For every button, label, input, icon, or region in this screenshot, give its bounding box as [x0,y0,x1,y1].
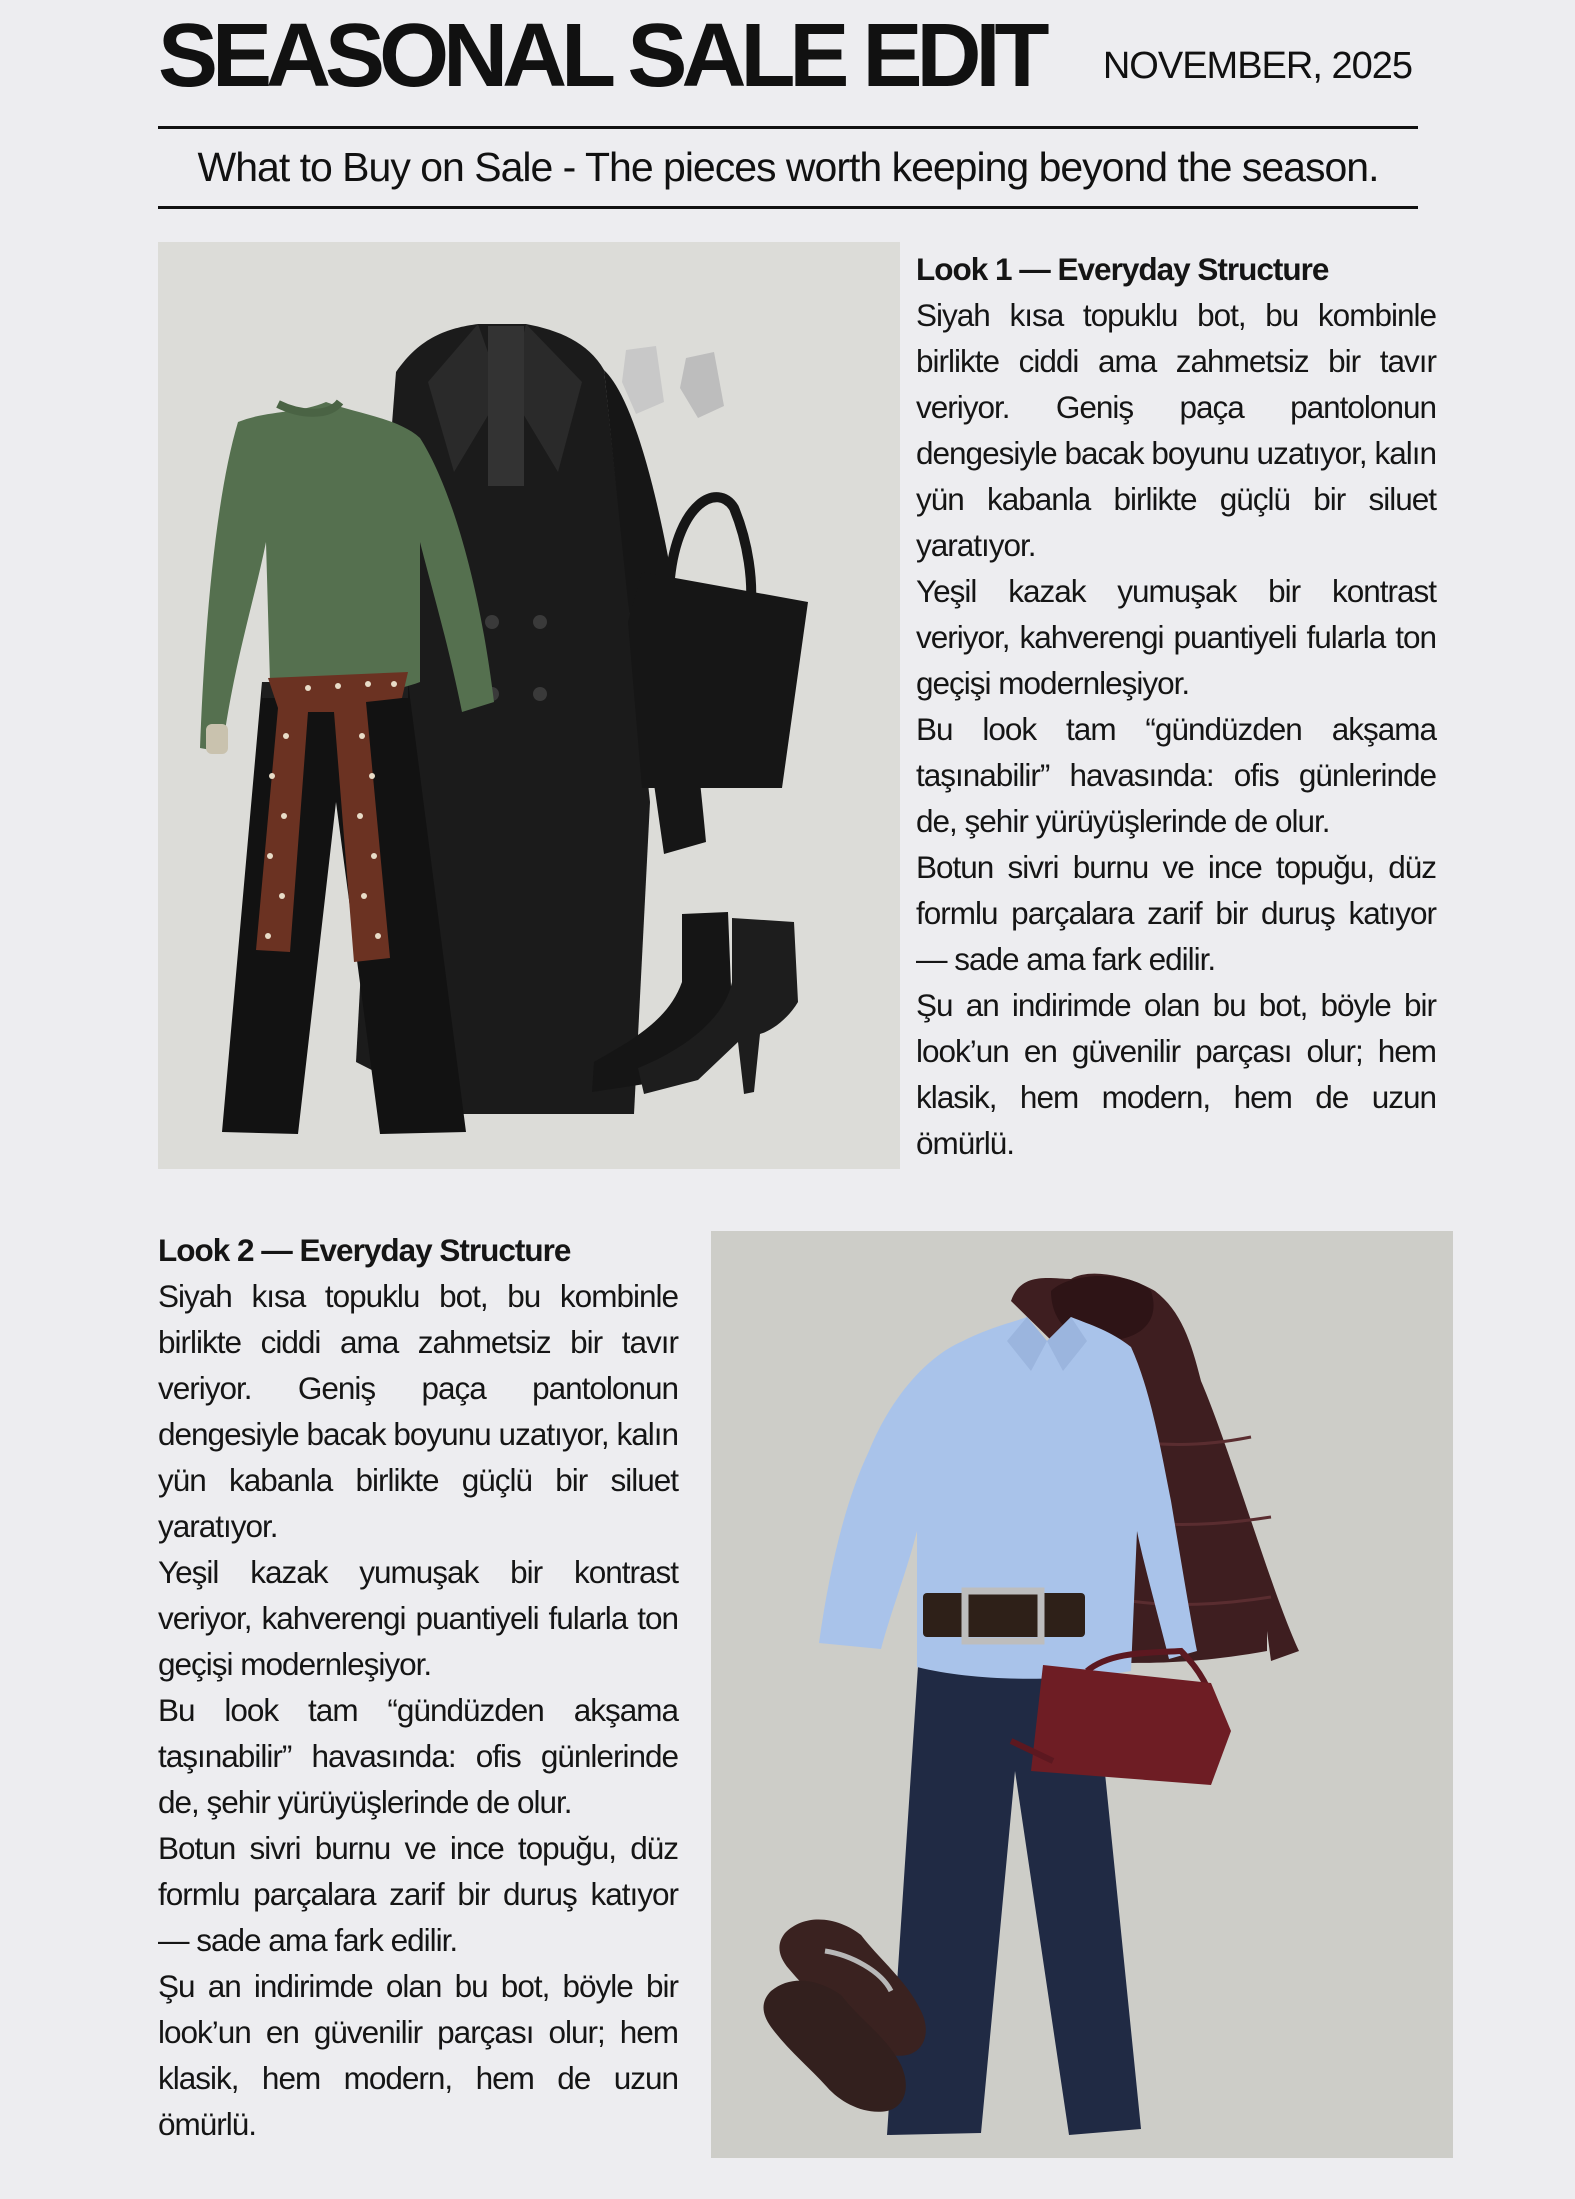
look1-paragraph: Şu an indirimde olan bu bot, böyle bir look’un en güvenilir parçası olur; hem klasik, hem modern, hem de uzun ömürlü. [916,987,1436,1161]
issue-date: NOVEMBER, 2025 [1102,45,1412,87]
look1-paragraph: Bu look tam “gündüzden akşama taşınabilir” havasında: ofis günlerinde de, şehir yürüyüşlerinde de olur. [916,711,1436,839]
look1-text [916,246,1436,1166]
look1-paragraph: Yeşil kazak yumuşak bir kontrast veriyor, kahverengi puantiyeli fularla ton geçişi modernleşiyor. [916,573,1436,701]
header-divider-bottom [158,206,1418,209]
page-title: SEASONAL SALE EDIT [158,6,1044,106]
look2-text [158,1227,678,2147]
header-divider-top [158,126,1418,129]
look2-paragraph: Siyah kısa topuklu bot, bu kombinle birlikte ciddi ama zahmetsiz bir tavır veriyor. Geniş paça pantolonun dengesiyle bacak boyunu uzatıyor, kalın yün kabanla birlikte güçlü bir siluet yaratıyor. [158,1278,678,1544]
brown-belt-image [923,1591,1085,1641]
look2-title: Look 2 — Everyday Structure [158,1232,571,1268]
look1-paragraph: Botun sivri burnu ve ince topuğu, düz formlu parçalara zarif bir duruş katıyor — sade ama fark edilir. [916,849,1436,977]
look1-paragraph: Siyah kısa topuklu bot, bu kombinle birlikte ciddi ama zahmetsiz bir tavır veriyor. Geniş paça pantolonun dengesiyle bacak boyunu uzatıyor, kalın yün kabanla birlikte güçlü bir siluet yaratıyor. [916,297,1436,563]
silver-earrings-image [622,346,724,418]
look2-paragraph: Bu look tam “gündüzden akşama taşınabilir” havasında: ofis günlerinde de, şehir yürüyüşlerinde de olur. [158,1692,678,1820]
look2-outfit-image [711,1231,1453,2158]
look2-paragraph: Botun sivri burnu ve ince topuğu, düz formlu parçalara zarif bir duruş katıyor — sade ama fark edilir. [158,1830,678,1958]
look1-title: Look 1 — Everyday Structure [916,251,1329,287]
look2-paragraph: Şu an indirimde olan bu bot, böyle bir look’un en güvenilir parçası olur; hem klasik, hem modern, hem de uzun ömürlü. [158,1968,678,2142]
title-row [158,8,1418,104]
look1-outfit-image [158,242,900,1169]
page-subtitle: What to Buy on Sale - The pieces worth keeping beyond the season. [197,144,1379,190]
look2-paragraph: Yeşil kazak yumuşak bir kontrast veriyor, kahverengi puantiyeli fularla ton geçişi modernleşiyor. [158,1554,678,1682]
gold-cuff-image [206,724,228,754]
